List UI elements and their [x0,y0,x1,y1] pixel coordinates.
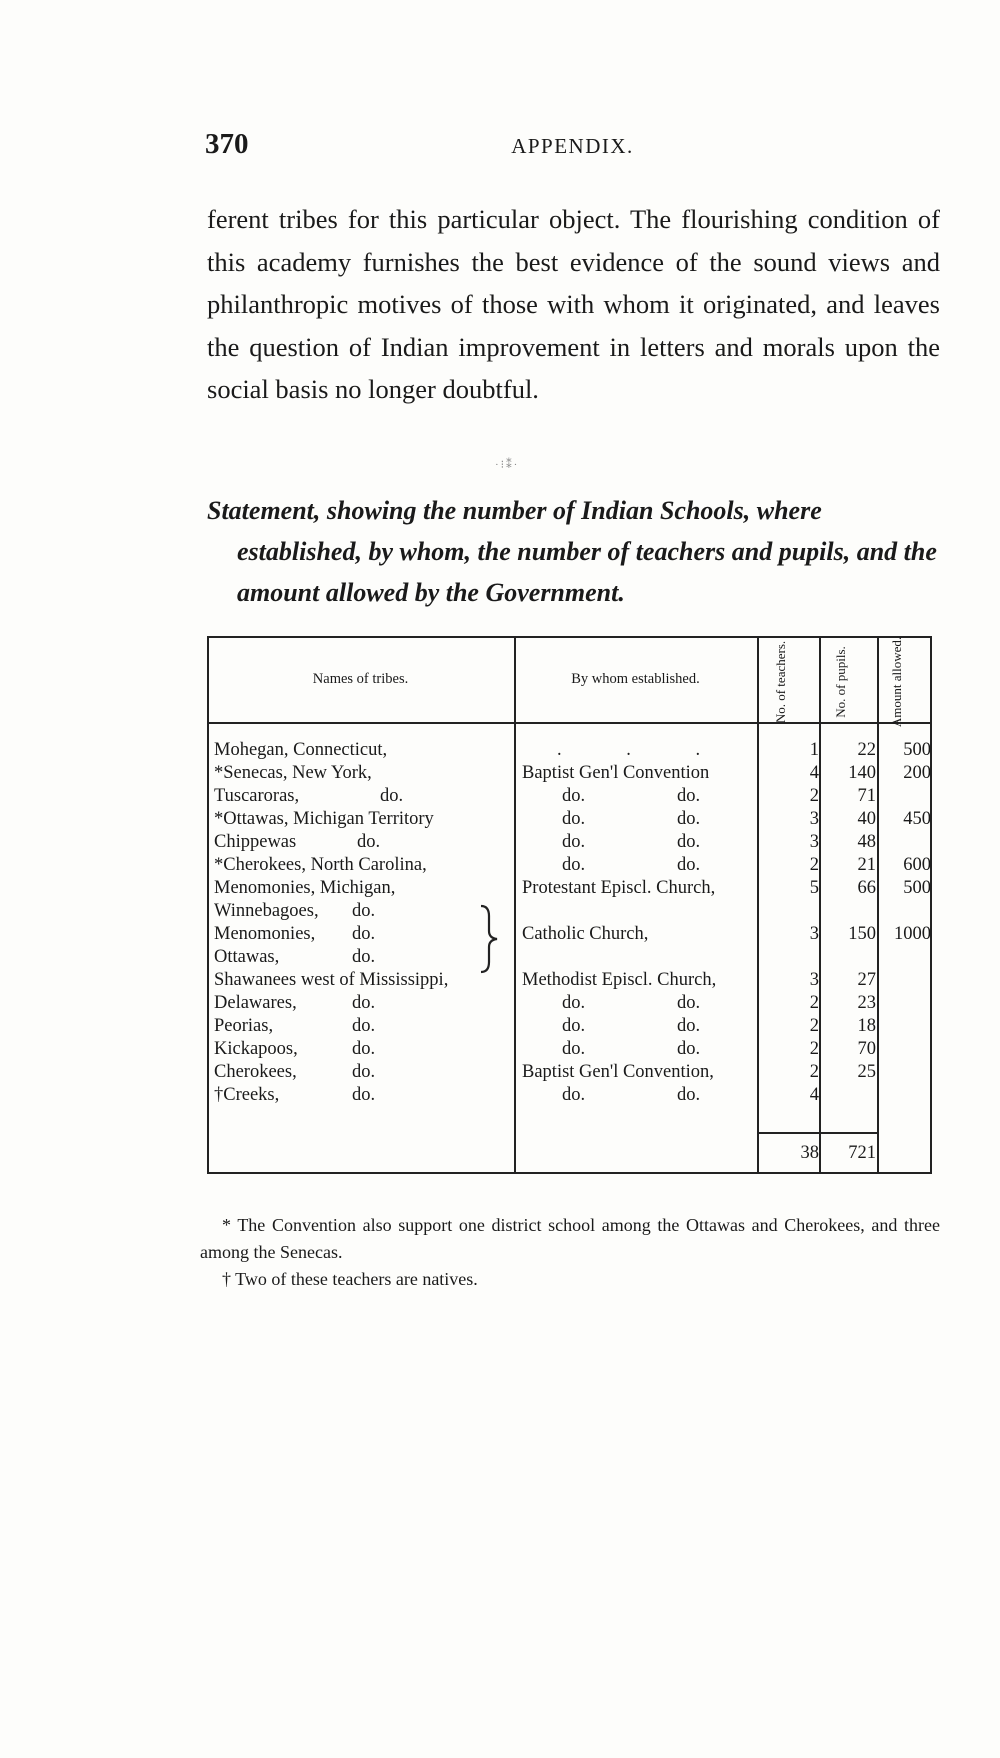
caption-text: Statement, showing the number of Indian Schools, where established, by whom, the number of teachers and pupils, and the amount allowed by the Government. [207,496,937,607]
footnotes [200,1212,940,1293]
cell-amount: 600 [903,855,931,875]
cell-tribe: Winnebagoes, [214,901,319,921]
schools-table [207,636,932,1174]
table-row [207,854,932,877]
cell-established: . . . [557,740,731,760]
cell-tribe: Ottawas, [214,947,280,967]
cell-pupils: 48 [857,832,876,852]
cell-teachers: 2 [809,1039,819,1059]
cell-tribe: Mohegan, Connecticut, [214,740,388,760]
cell-established: do. [562,832,586,852]
cell-teachers: 3 [809,832,819,852]
cell-tribe: Peorias, [214,1016,274,1036]
cell-pupils: 40 [857,809,876,829]
cell-teachers: 2 [809,993,819,1013]
cell-teachers: 2 [809,855,819,875]
header-amount: Amount allowed. [889,636,904,728]
cell-established: Catholic Church, [522,924,649,944]
cell-amount: 450 [903,809,931,829]
cell-established: Protestant Episcl. Church, [522,878,716,898]
table-row [207,831,932,854]
table-header-rule [207,722,932,724]
table-row [207,762,932,785]
header-pupils: No. of pupils. [833,646,848,718]
cell-tribe: Cherokees, [214,1062,297,1082]
cell-tribe: Chippewas [214,832,297,852]
cell-ditto: do. [352,947,376,967]
cell-amount: 1000 [894,924,931,944]
cell-ditto: do. [677,809,701,829]
cell-ditto: do. [352,1085,376,1105]
cell-ditto: do. [352,1016,376,1036]
cell-established: Baptist Gen'l Convention, [522,1062,714,1082]
cell-pupils: 23 [857,993,876,1013]
cell-teachers: 4 [809,763,819,783]
cell-teachers: 5 [809,878,819,898]
cell-ditto: do. [352,924,376,944]
cell-ditto: do. [677,855,701,875]
table-row [207,992,932,1015]
table-row [207,969,932,992]
table-row [207,1038,932,1061]
cell-ditto: do. [352,993,376,1013]
cell-established: do. [562,809,586,829]
table-caption [207,490,942,613]
grouping-brace-icon [477,904,501,974]
header-established: By whom established. [571,671,700,687]
table-row [207,900,932,923]
cell-ditto: do. [352,1062,376,1082]
cell-established: Baptist Gen'l Convention [522,763,710,783]
cell-ditto: do. [677,993,701,1013]
table-row [207,1015,932,1038]
printer-ornament: ·⁝⁑· [495,459,520,471]
cell-teachers: 3 [809,924,819,944]
cell-teachers: 2 [809,1016,819,1036]
cell-teachers: 4 [809,1085,819,1105]
cell-established: do. [562,786,586,806]
cell-teachers: 3 [809,809,819,829]
cell-pupils: 27 [857,970,876,990]
total-pupils: 721 [848,1143,876,1163]
cell-tribe: Menomonies, [214,924,316,944]
cell-amount: 200 [903,763,931,783]
table-row [207,785,932,808]
cell-tribe: Menomonies, Michigan, [214,878,396,898]
cell-teachers: 2 [809,1062,819,1082]
cell-amount: 500 [903,878,931,898]
table-row [207,877,932,900]
cell-established: do. [562,855,586,875]
table-totals-row [207,1142,932,1165]
cell-pupils: 18 [857,1016,876,1036]
table-row [207,808,932,831]
cell-established: do. [562,1039,586,1059]
cell-ditto: do. [677,786,701,806]
header-tribes: Names of tribes. [312,671,409,687]
body-paragraph: ferent tribes for this particular object. The flourishing condition of this academy furnishes the best evidence of the sound views and philanthropic motives of those with whom it originated, and leaves the question of Indian improvement in letters and morals upon the social basis no longer doubtful. [207,204,940,404]
cell-tribe: *Cherokees, North Carolina, [214,855,427,875]
cell-teachers: 3 [809,970,819,990]
cell-pupils: 22 [857,740,876,760]
total-teachers: 38 [800,1143,819,1163]
cell-pupils: 66 [857,878,876,898]
cell-tribe: Shawanees west of Mississippi, [214,970,449,990]
cell-ditto: do. [352,1039,376,1059]
cell-established: do. [562,1085,586,1105]
cell-teachers: 1 [809,740,819,760]
cell-pupils: 21 [857,855,876,875]
cell-ditto: do. [380,786,404,806]
cell-established: Methodist Episcl. Church, [522,970,717,990]
cell-ditto: do. [677,832,701,852]
cell-ditto: do. [677,1085,701,1105]
page-number: 370 [205,128,249,160]
table-total-rule [757,1132,877,1134]
cell-ditto: do. [677,1039,701,1059]
table-row [207,1061,932,1084]
cell-pupils: 71 [857,786,876,806]
table-row [207,923,932,946]
cell-tribe: Kickapoos, [214,1039,298,1059]
table-bottom-rule [207,1172,932,1174]
cell-pupils: 25 [857,1062,876,1082]
cell-teachers: 2 [809,786,819,806]
cell-tribe: *Senecas, New York, [214,763,372,783]
cell-ditto: do. [677,1016,701,1036]
header-teachers: No. of teachers. [773,640,788,724]
cell-pupils: 140 [848,763,876,783]
running-head: APPENDIX. [511,134,634,158]
table-row [207,946,932,969]
footnote-1: * The Convention also support one district school among the Ottawas and Cherokees, and three among the Senecas. [200,1215,940,1262]
cell-tribe: *Ottawas, Michigan Territory [214,809,434,829]
cell-pupils: 150 [848,924,876,944]
cell-tribe: †Creeks, [214,1085,280,1105]
cell-amount: 500 [903,740,931,760]
footnote-2: † Two of these teachers are natives. [222,1269,478,1289]
cell-ditto: do. [357,832,381,852]
table-row [207,1084,932,1107]
page-header [205,128,940,168]
table-top-rule [207,636,932,638]
cell-pupils: 70 [857,1039,876,1059]
cell-tribe: Tuscaroras, [214,786,300,806]
table-row [207,739,932,762]
cell-tribe: Delawares, [214,993,297,1013]
cell-established: do. [562,1016,586,1036]
cell-ditto: do. [352,901,376,921]
cell-established: do. [562,993,586,1013]
